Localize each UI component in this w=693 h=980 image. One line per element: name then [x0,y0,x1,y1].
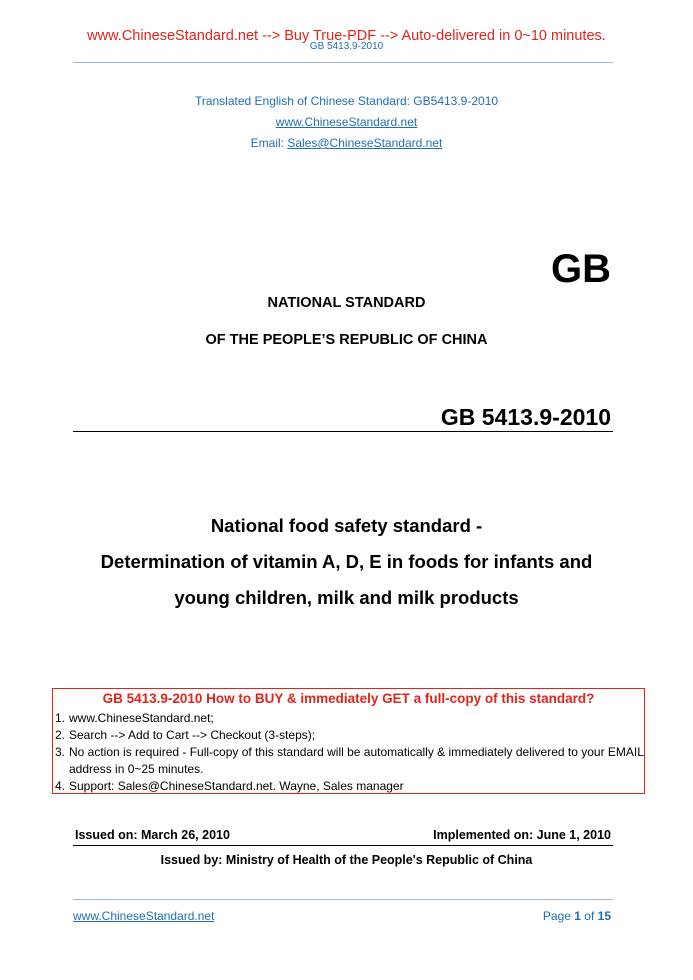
step-text[interactable]: Support: Sales@ChineseStandard.net. Wayne, Sales manager [69,779,404,793]
title-line-1: National food safety standard - [210,515,483,536]
promo-banner[interactable]: www.ChineseStandard.net --> Buy True-PDF --> Auto-delivered in 0~10 minutes. [87,28,606,44]
footer-divider [73,899,613,900]
buy-step [53,778,644,795]
step-text: Search --> Add to Cart --> Checkout (3-steps); [69,728,316,742]
footer-website-wrap [73,909,214,923]
buy-instructions-box [52,688,645,794]
email-link[interactable]: Sales@ChineseStandard.net [287,136,443,150]
translated-line: Translated English of Chinese Standard: GB5413.9-2010 [194,94,499,108]
step-text[interactable]: www.ChineseStandard.net; [69,711,214,725]
standard-code: GB 5413.9-2010 [440,404,611,430]
gb-mark: GB [551,247,611,291]
page-label: Page [542,909,575,923]
intro-email-line [0,136,693,150]
title-line-2: Determination of vitamin A, D, E in foods for infants and [100,551,593,572]
step-text: No action is required - Full-copy of this standard will be automatically & immediately delivered to your EMAIL address in 0~25 minutes. [69,745,644,776]
buy-heading: GB 5413.9-2010 How to BUY & immediately GET a full-copy of this standard? [102,691,595,706]
issued-on: Issued on: March 26, 2010 [75,828,230,842]
implemented-on: Implemented on: June 1, 2010 [433,828,611,842]
buy-step [53,744,644,778]
header-standard-code: GB 5413.9-2010 [309,41,384,52]
national-standard-heading: NATIONAL STANDARD [267,295,426,311]
page-indicator [543,909,611,923]
email-label: Email: [250,136,288,150]
buy-steps-list [53,710,644,795]
page-current: 1 [574,909,581,923]
republic-heading: OF THE PEOPLE’S REPUBLIC OF CHINA [205,332,488,348]
issued-by: Issued by: Ministry of Health of the People's Republic of China [160,853,533,867]
step-number: 3. [55,745,66,759]
intro-website-wrap [0,115,693,129]
header-divider [73,62,613,63]
code-divider [73,431,613,432]
step-number: 2. [55,728,66,742]
step-number: 4. [55,779,66,793]
page-of: of [580,909,598,923]
issued-divider [73,845,613,846]
title-line-3: young children, milk and milk products [174,587,519,608]
footer-website-link[interactable]: www.ChineseStandard.net [73,909,215,923]
buy-step [53,710,644,727]
step-number: 1. [55,711,66,725]
page-total: 15 [597,909,611,923]
intro-website-link[interactable]: www.ChineseStandard.net [275,115,418,129]
buy-step [53,727,644,744]
